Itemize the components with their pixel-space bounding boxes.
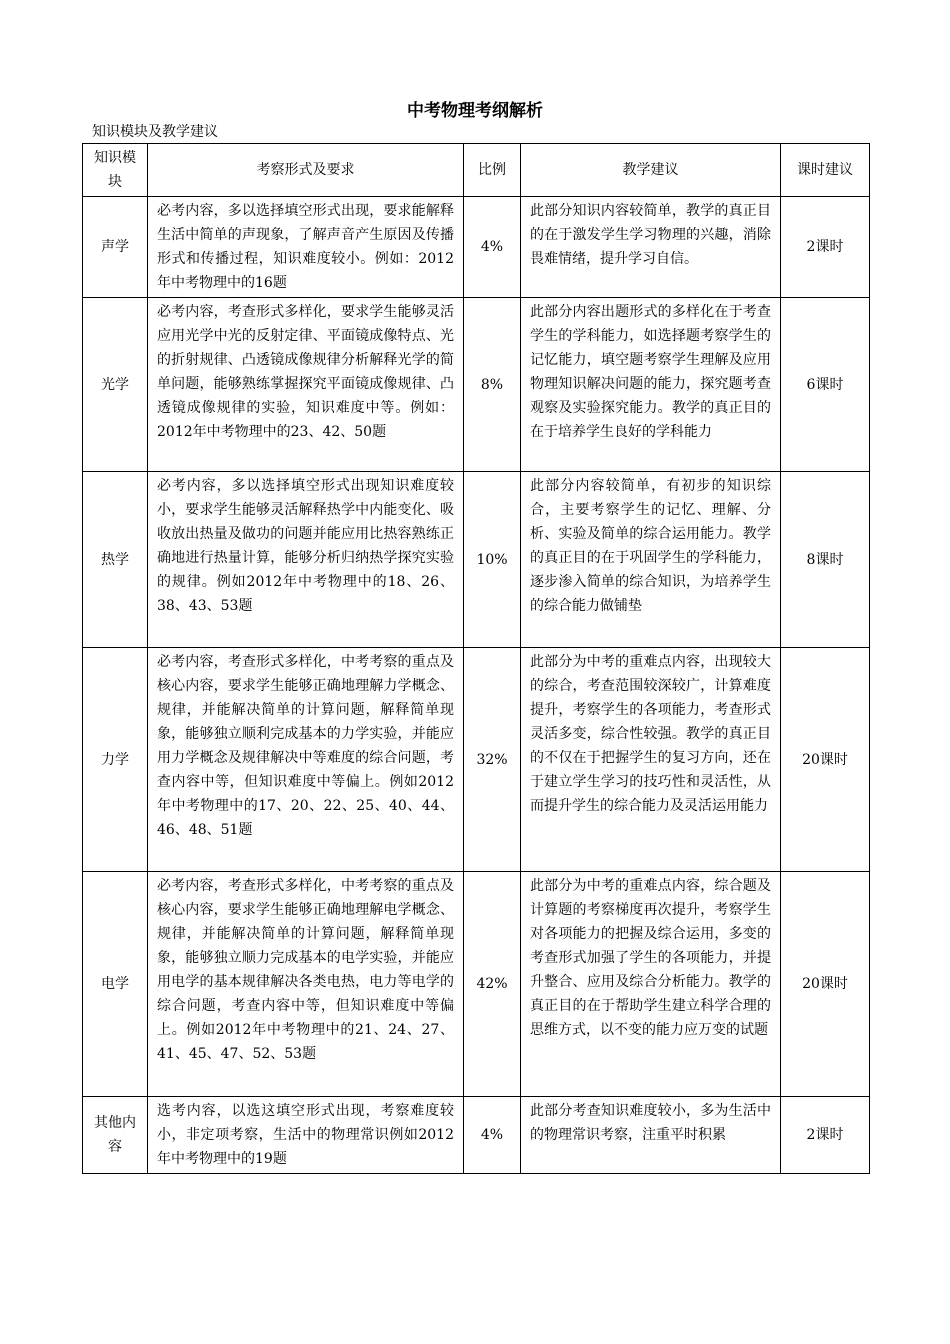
header-suggestion: 教学建议: [521, 144, 781, 197]
form-cell: 必考内容，考查形式多样化，中考考察的重点及核心内容，要求学生能够正确地理解力学概念、规律，并能解决简单的计算问题，解释简单现象，能够独立顺利完成基本的力学实验，并能应用力学概念及规律解决中等难度的综合问题，考查内容中等，但知识难度中等偏上。例如2012年中考物理中的17、20、22、25、40、44、46、48、51题: [148, 648, 464, 872]
ratio-cell: 42%: [464, 872, 521, 1097]
suggestion-cell: 此部分内容出题形式的多样化在于考查学生的学科能力，如选择题考察学生的记忆能力，填空题考察学生理解及应用物理知识解决问题的能力，探究题考查观察及实验探究能力。教学的真正目的在于培养学生良好的学科能力: [521, 298, 781, 472]
table-row: [83, 197, 870, 298]
suggestion-cell: 此部分知识内容较简单，教学的真正目的在于激发学生学习物理的兴趣，消除畏难情绪，提升学习自信。: [521, 197, 781, 298]
syllabus-table: [82, 143, 870, 1174]
table-row: [83, 298, 870, 472]
table-row: [83, 1097, 870, 1174]
ratio-cell: 10%: [464, 472, 521, 648]
hours-cell: 2课时: [781, 197, 870, 298]
header-module: 知识模块: [83, 144, 148, 197]
form-cell: 必考内容，考查形式多样化，中考考察的重点及核心内容，要求学生能够正确地理解电学概念、规律，并能解决简单的计算问题，解释简单现象，能够独立顺力完成基本的电学实验，并能应用电学的基本规律解决各类电热，电力等电学的综合问题，考查内容中等，但知识难度中等偏上。例如2012年中考物理中的21、24、27、41、45、47、52、53题: [148, 872, 464, 1097]
ratio-cell: 4%: [464, 1097, 521, 1174]
module-cell: 力学: [83, 648, 148, 872]
ratio-cell: 4%: [464, 197, 521, 298]
suggestion-cell: 此部分为中考的重难点内容，综合题及计算题的考察梯度再次提升，考察学生对各项能力的把握及综合运用，多变的考查形式加强了学生的各项能力，并提升整合、应用及综合分析能力。教学的真正目的在于帮助学生建立科学合理的思维方式，以不变的能力应万变的试题: [521, 872, 781, 1097]
header-hours: 课时建议: [781, 144, 870, 197]
form-cell: 必考内容，多以选择填空形式出现，要求能解释生活中简单的声现象，了解声音产生原因及传播形式和传播过程，知识难度较小。例如：2012年中考物理中的16题: [148, 197, 464, 298]
suggestion-cell: 此部分考查知识难度较小，多为生活中的物理常识考察，注重平时积累: [521, 1097, 781, 1174]
module-cell: 声学: [83, 197, 148, 298]
suggestion-cell: 此部分为中考的重难点内容，出现较大的综合，考查范围较深较广，计算难度提升，考察学生的各项能力，考查形式灵活多变，综合性较强。教学的真正目的不仅在于把握学生的复习方向，还在于建立学生学习的技巧性和灵活性，从而提升学生的综合能力及灵活运用能力: [521, 648, 781, 872]
hours-cell: 20课时: [781, 648, 870, 872]
table-row: [83, 872, 870, 1097]
module-cell: 其他内容: [83, 1097, 148, 1174]
table-row: [83, 472, 870, 648]
hours-cell: 2课时: [781, 1097, 870, 1174]
suggestion-cell: 此部分内容较简单，有初步的知识综合，主要考察学生的记忆、理解、分析、实验及简单的综合运用能力。教学的真正目的在于巩固学生的学科能力，逐步渗入简单的综合知识，为培养学生的综合能力做铺垫: [521, 472, 781, 648]
page-title: 中考物理考纲解析: [407, 101, 543, 121]
hours-cell: 6课时: [781, 298, 870, 472]
form-cell: 选考内容，以选这填空形式出现，考察难度较小，非定项考察，生活中的物理常识例如2012年中考物理中的19题: [148, 1097, 464, 1174]
table-row: [83, 648, 870, 872]
ratio-cell: 8%: [464, 298, 521, 472]
hours-cell: 20课时: [781, 872, 870, 1097]
module-cell: 热学: [83, 472, 148, 648]
module-cell: 光学: [83, 298, 148, 472]
ratio-cell: 32%: [464, 648, 521, 872]
form-cell: 必考内容，考查形式多样化，要求学生能够灵活应用光学中光的反射定律、平面镜成像特点、光的折射规律、凸透镜成像规律分析解释光学的简单问题，能够熟练掌握探究平面镜成像规律、凸透镜成像规律的实验，知识难度中等。例如：2012年中考物理中的23、42、50题: [148, 298, 464, 472]
form-cell: 必考内容，多以选择填空形式出现知识难度较小，要求学生能够灵活解释热学中内能变化、吸收放出热量及做功的问题并能应用比热容熟练正确地进行热量计算，能够分析归纳热学探究实验的规律。例如2012年中考物理中的18、26、38、43、53题: [148, 472, 464, 648]
hours-cell: 8课时: [781, 472, 870, 648]
table-caption: 知识模块及教学建议: [92, 124, 218, 140]
module-cell: 电学: [83, 872, 148, 1097]
header-ratio: 比例: [464, 144, 521, 197]
header-form: 考察形式及要求: [148, 144, 464, 197]
table-header-row: [83, 144, 870, 197]
